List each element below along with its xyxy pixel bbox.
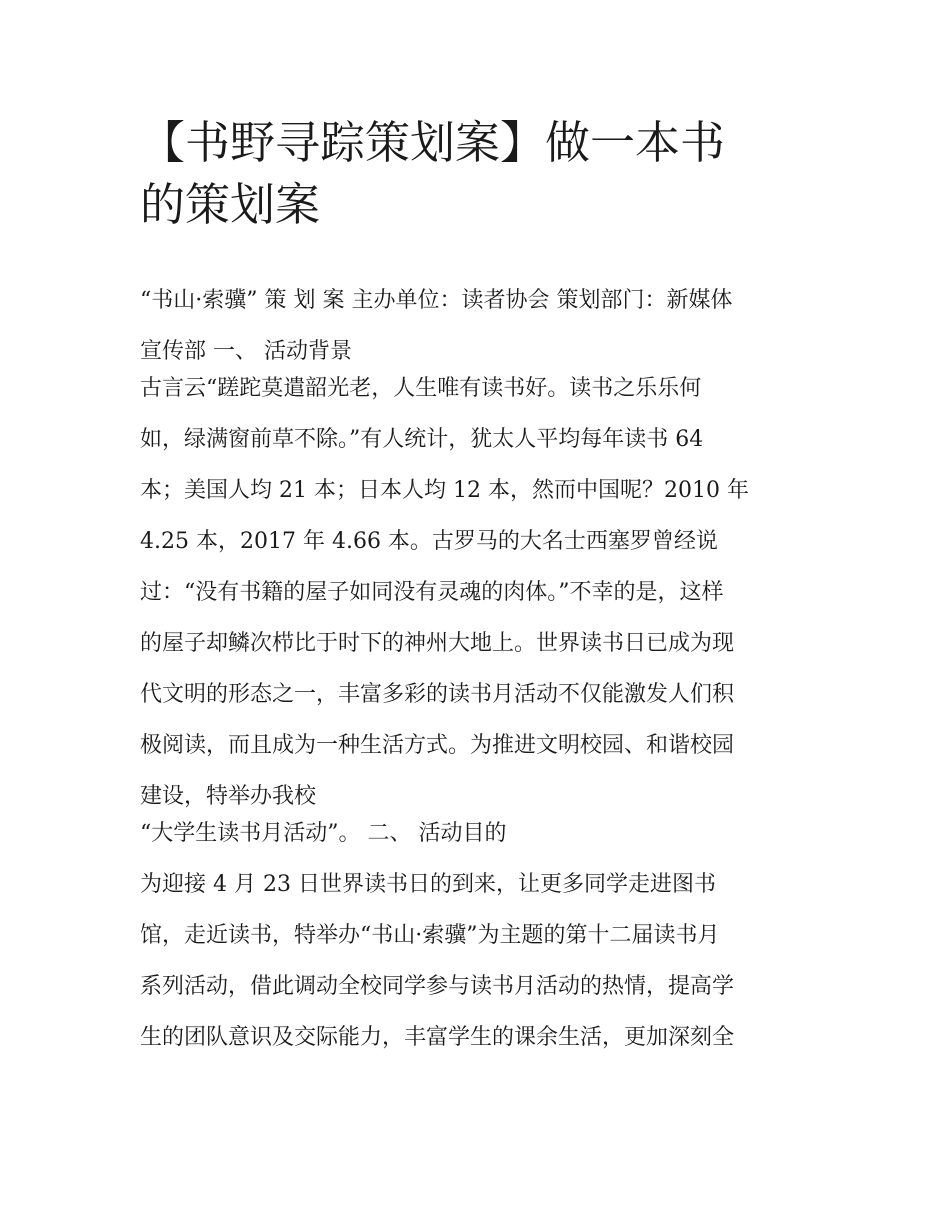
body-line: 如，绿满窗前草不除。”有人统计，犹太人平均每年读书 64 xyxy=(140,427,704,452)
body-line: 4.25 本，2017 年 4.66 本。古罗马的大名士西塞罗曾经说 xyxy=(140,529,718,554)
body-line: 本；美国人均 21 本；日本人均 12 本，然而中国呢？2010 年 xyxy=(140,478,749,503)
body-line: 建设，特举办我校 xyxy=(140,784,317,809)
body-line: 宣传部 一、 活动背景 xyxy=(140,339,352,364)
body-line: 生的团队意识及交际能力，丰富学生的课余生活，更加深刻全 xyxy=(140,1025,735,1050)
body-line: 过：“没有书籍的屋子如同没有灵魂的肉体。”不幸的是，这样 xyxy=(140,580,724,605)
body-line: 的屋子却鳞次栉比于时下的神州大地上。世界读书日已成为现 xyxy=(140,631,735,656)
body-line: 代文明的形态之一，丰富多彩的读书月活动不仅能激发人们积 xyxy=(140,682,735,707)
body-line: “书山·索骥” 策 划 案 主办单位：读者协会 策划部门：新媒体 xyxy=(140,288,733,313)
document-body xyxy=(140,282,830,1056)
body-line: 极阅读，而且成为一种生活方式。为推进文明校园、和谐校园 xyxy=(140,733,735,758)
body-line: “大学生读书月活动”。 二、 活动目的 xyxy=(140,821,507,846)
body-line: 系列活动，借此调动全校同学参与读书月活动的热情，提高学 xyxy=(140,974,735,999)
document-title xyxy=(140,112,820,236)
title-line: 的策划案 xyxy=(140,178,321,231)
title-line: 【书野寻踪策划案】做一本书 xyxy=(140,116,726,169)
body-line: 古言云“蹉跎莫遣韶光老，人生唯有读书好。读书之乐乐何 xyxy=(140,376,702,401)
body-line: 馆，走近读书，特举办“书山·索骥”为主题的第十二届读书月 xyxy=(140,923,720,948)
body-line: 为迎接 4 月 23 日世界读书日的到来，让更多同学走进图书 xyxy=(140,872,716,897)
